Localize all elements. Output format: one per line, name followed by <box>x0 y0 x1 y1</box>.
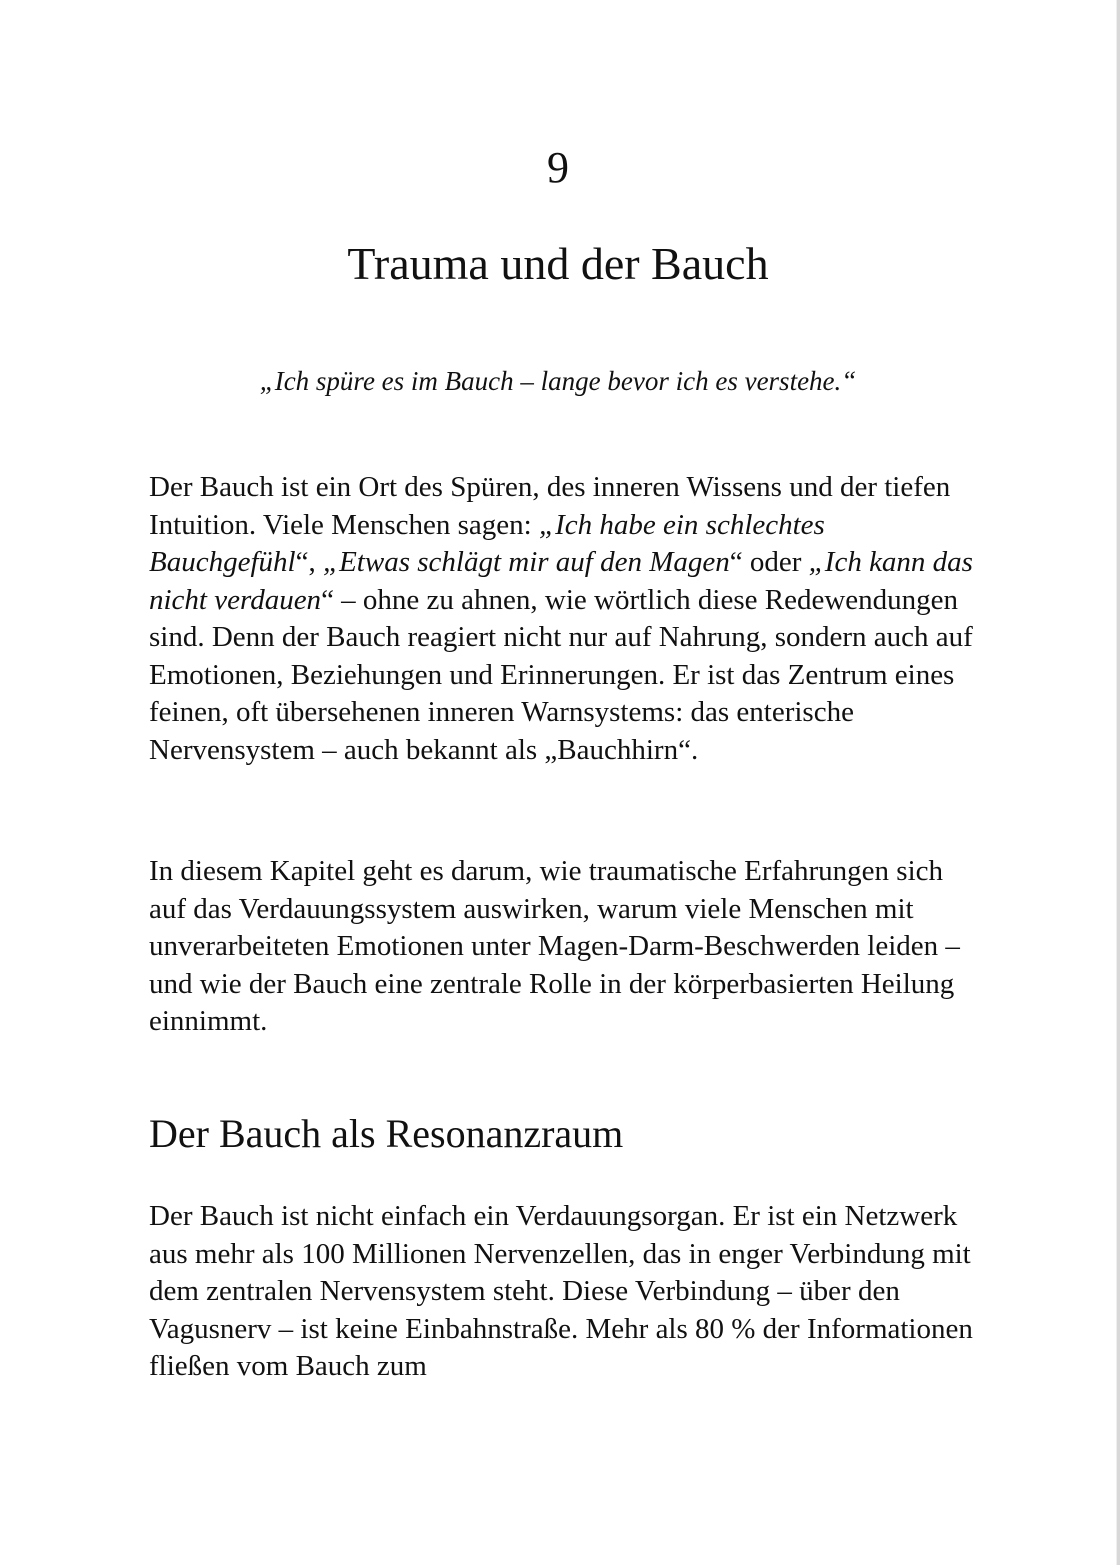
text-span: “, <box>295 546 323 578</box>
quote-bauchgefuehl: „Ich habe ein schlechtes Bauchgefühl <box>149 508 825 578</box>
quote-verdauen: „Ich kann das nicht verdauen <box>149 546 973 616</box>
epigraph: „Ich spüre es im Bauch – lange bevor ich es verstehe.“ <box>259 366 857 396</box>
chapter-title: Trauma und der Bauch <box>347 238 769 289</box>
text-span: “ – ohne zu ahnen, wie wörtlich diese Redewendungen sind. Denn der Bauch reagiert nicht nur auf Nahrung, sondern auch auf Emotionen, Beziehungen und Erinnerungen. Er ist das Zentrum eines feinen, oft übersehenen inneren Warnsystems: das enterische Nervensystem – auch bekannt als „Bauchhirn“. <box>149 583 973 766</box>
paragraph-chapter-overview: In diesem Kapitel geht es darum, wie traumatische Erfahrungen sich auf das Verdauungssystem auswirken, warum viele Menschen mit unverarbeiteten Emotionen unter Magen-Darm-Beschwerden leiden – und wie der Bauch eine zentrale Rolle in der körperbasierten Heilung einnimmt. <box>149 855 960 1037</box>
text-span: “ oder <box>729 546 809 578</box>
text-span: Der Bauch ist ein Ort des Spüren, des inneren Wissens und der tiefen Intuition. Viele Menschen sagen: <box>149 471 951 541</box>
paragraph-intro <box>149 469 979 769</box>
section-heading: Der Bauch als Resonanzraum <box>149 1111 624 1156</box>
chapter-number: 9 <box>547 143 569 192</box>
quote-magen: „Etwas schlägt mir auf den Magen <box>322 546 730 578</box>
paragraph-section: Der Bauch ist nicht einfach ein Verdauungsorgan. Er ist ein Netzwerk aus mehr als 100 Millionen Nervenzellen, das in enger Verbindung mit dem zentralen Nervensystem steht. Diese Verbindung – über den Vagusnerv – ist keine Einbahnstraße. Mehr als 80 % der Informationen fließen vom Bauch zum <box>149 1200 973 1382</box>
